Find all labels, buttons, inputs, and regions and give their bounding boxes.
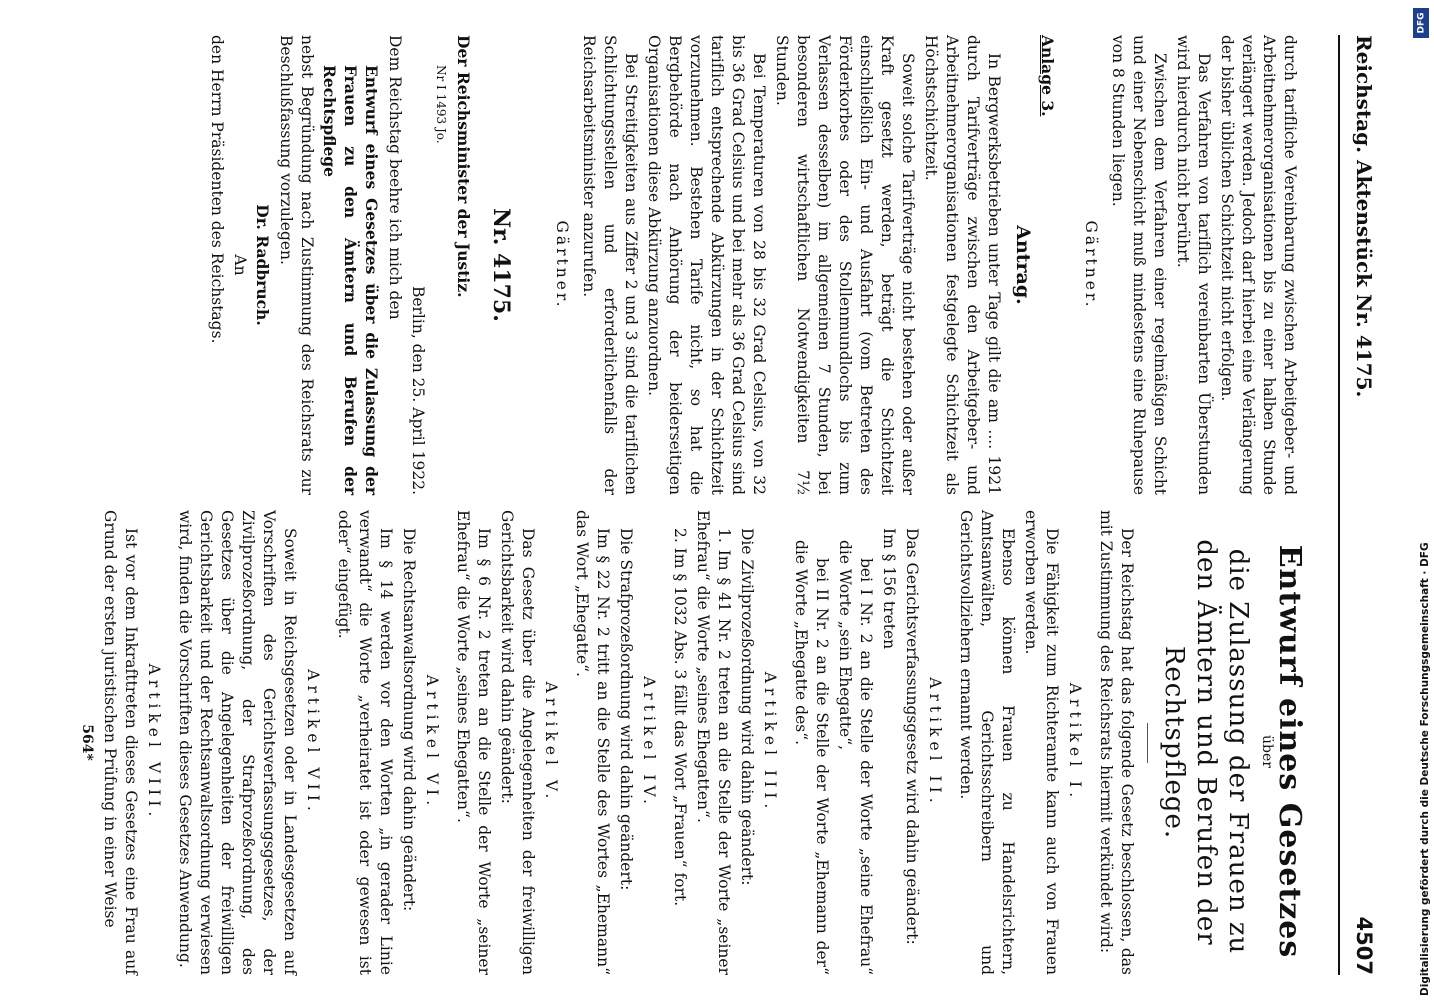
left-column-paragraph: Gärtner. xyxy=(553,220,571,310)
left-column-paragraph: Zwischen dem Verfahren einer regelmäßigen Schicht und einer Nebenschicht muß mindestens eine Ruhepause von 8 Stunden liegen. xyxy=(1109,35,1169,495)
digitization-strip xyxy=(1405,0,1434,1000)
left-column-paragraph: Berlin, den 25. April 1922. xyxy=(409,285,427,495)
dfg-logo-text: DFG xyxy=(1416,12,1427,34)
right-column-paragraph: Im § 156 treten xyxy=(880,528,898,650)
left-column-paragraph: Soweit solche Tarifverträge nicht bestehen oder außer Kraft gesetzt werden, beträgt die Schichtzeit einschließlich Ein- und Ausfahrt (vom Betreten des Förderkorbes oder des Stollenmundlochs bis zum Verlassen desselben) im allgemeinen 7 Stunden, bei besonderen wirtschaftlichen Notwendigkeiten 7½ Stunden. xyxy=(773,35,917,495)
left-column-paragraph: Der Reichsminister der Justiz. xyxy=(454,35,473,298)
right-column-paragraph: Ebenso können Frauen zu Handelsrichtern, Amtsanwälten, Gerichtsschreibern und Gerichtsvollziehern ernannt werden. xyxy=(957,510,1017,975)
right-column-paragraph: Im § 14 werden vor den Worten „in gerader Linie verwandt“ die Worte „verheiratet ist oder gewesen ist oder“ eingefügt. xyxy=(335,510,395,975)
digitization-notice: Digitalisierung gefördert durch die Deutsche Forschungsgemeinschaft · DFG xyxy=(1419,542,1431,996)
page-header xyxy=(1344,35,1382,975)
left-column-paragraph: Dem Reichstag beehre ich mich den xyxy=(386,35,404,320)
right-column-paragraph: bei I Nr. 2 an die Stelle der Worte „seine Ehefrau“ die Worte „sein Ehegatte“, xyxy=(836,540,875,975)
right-column-paragraph: 564* xyxy=(79,724,95,761)
right-column-paragraph: Im § 6 Nr. 2 treten an die Stelle der Worte „seiner Ehefrau“ die Worte „seines Ehegatten“. xyxy=(454,510,493,975)
right-column-paragraph: die Zulassung der Frauen zu den Ämtern und Berufen der Rechtspflege. xyxy=(1159,539,1253,955)
left-column xyxy=(204,35,1300,495)
page-number: 4507 xyxy=(1352,916,1376,975)
left-column-paragraph: Nr. 4175. xyxy=(488,208,514,322)
left-column-paragraph: durch tarifliche Vereinbarung zwischen Arbeitgeber- und Arbeitnehmerorganisationen bis zu einer halben Stunde verlängert werden. Jedoch darf hierbei eine Verlängerung der bisher üblichen Schichtzeit nicht erfolgen. xyxy=(1218,35,1299,495)
right-column-paragraph: Entwurf eines Gesetzes xyxy=(1272,544,1307,959)
right-column-paragraph: Soweit in Reichsgesetzen oder in Landesgesetzen auf Vorschriften des Gerichtsverfassungsgesetzes, der Zivilprozeßordnung, der Strafprozeßordnung, des Gesetzes über die Angelegenheiten der freiwilligen Gerichtsbarkeit und der Rechtsanwaltsordnung verwiesen wird, finden die Vorschriften dieses Gesetzes Anwendung. xyxy=(176,510,299,975)
left-column-paragraph: Anlage 3. xyxy=(1038,35,1057,117)
left-column-paragraph: Bei Temperaturen von 28 bis 32 Grad Celsius, von 32 bis 36 Grad Celsius und bei mehr als 36 Grad Celsius sind tariflich entsprechende Abkürzungen in der Schichtzeit vorzunehmen. Bestehen Tarife nicht, so hat die Bergbehörde nach Anhörung der beiderseitigen Organisationen diese Abkürzung anzuordnen. xyxy=(645,35,768,495)
header-rule xyxy=(1338,35,1340,975)
left-column-paragraph: Antrag. xyxy=(1012,225,1034,305)
right-column-paragraph: Artikel VIII. xyxy=(145,663,163,822)
left-column-paragraph: Bei Streitigkeiten aus Ziffer 2 und 3 sind die tariflichen Schlichtungsstellen und erforderlichenfalls der Reichsarbeitsminister anzurufen. xyxy=(580,35,640,495)
right-column xyxy=(74,510,1307,975)
right-column-paragraph: über xyxy=(1259,735,1275,768)
left-column-paragraph: In Bergwerksbetrieben unter Tage gilt die am .... 1921 durch Tarifverträge zwischen den Arbeitgeber- und Arbeitnehmerorganisationen festgelegte Schichtzeit als Höchstschichtzeit. xyxy=(922,35,1003,495)
right-column-paragraph: Ist vor dem Inkrafttreten dieses Gesetzes eine Frau auf Grund der ersten juristischen Prüfung in einer Weise xyxy=(101,510,140,975)
right-column-paragraph: Die Zivilprozeßordnung wird dahin geändert: xyxy=(738,528,756,886)
right-column-paragraph: Das Gesetz über die Angelegenheiten der freiwilligen Gerichtsbarkeit wird dahin geändert: xyxy=(498,510,537,975)
left-column-paragraph: Nr I 1493 Jo. xyxy=(434,65,448,144)
right-column-paragraph: Artikel VI. xyxy=(423,674,441,811)
left-column-paragraph: den Herrn Präsidenten des Reichstags. xyxy=(208,35,226,344)
right-column-paragraph: Die Fähigkeit zum Richteramte kann auch von Frauen erworben werden. xyxy=(1022,510,1061,975)
right-column-paragraph: Die Rechtsanwaltsordnung wird dahin geändert: xyxy=(400,528,418,912)
section-divider xyxy=(1147,723,1148,763)
right-column-paragraph: Artikel V. xyxy=(542,681,560,804)
left-column-paragraph: Das Verfahren von tariflich vereinbarten Überstunden wird hierdurch nicht berührt. xyxy=(1174,35,1213,495)
right-column-paragraph: Artikel II. xyxy=(926,677,944,808)
right-column-paragraph: Artikel I. xyxy=(1066,682,1084,803)
left-column-paragraph: nebst Begründung nach Zustimmung des Reichsrats zur Beschlußfassung vorzulegen. xyxy=(277,35,316,495)
left-column-paragraph: Entwurf eines Gesetzes über die Zulassung der Frauen zu den Ämtern und Berufen der Rechtspflege xyxy=(320,65,381,495)
right-column-paragraph: Der Reichstag hat das folgende Gesetz beschlossen, das mit Zustimmung des Reichsrats hiermit verkündet wird: xyxy=(1097,510,1136,975)
dfg-logo xyxy=(1413,8,1429,38)
left-column-paragraph: Dr. Radbruch. xyxy=(253,204,272,326)
left-column-paragraph: Gärtner. xyxy=(1082,220,1100,310)
right-column-paragraph: Das Gerichtsverfassungsgesetz wird dahin geändert: xyxy=(903,528,921,945)
left-column-paragraph: An xyxy=(231,254,249,276)
right-column-paragraph: Im § 22 Nr. 2 tritt an die Stelle des Wortes „Ehemann“ das Wort „Ehegatte“. xyxy=(573,510,612,975)
right-column-paragraph: Artikel VII. xyxy=(304,669,322,816)
right-column-paragraph: 1. Im § 41 Nr. 2 treten an die Stelle der Worte „seiner Ehefrau“ die Worte „seines Ehegatten“. xyxy=(694,510,733,975)
header-title: Reichstag. Aktenstück Nr. 4175. xyxy=(1352,35,1376,398)
right-column-paragraph: bei II Nr. 2 an die Stelle der Worte „Ehemann der“ die Worte „Ehegatte des“. xyxy=(792,540,831,975)
right-column-paragraph: 2. Im § 1032 Abs. 3 fällt das Wort „Frauen“ fort. xyxy=(671,528,689,907)
right-column-paragraph: Die Strafprozeßordnung wird dahin geändert: xyxy=(617,528,635,891)
right-column-paragraph: Artikel IV. xyxy=(640,676,658,809)
right-column-paragraph: Artikel III. xyxy=(761,671,779,814)
